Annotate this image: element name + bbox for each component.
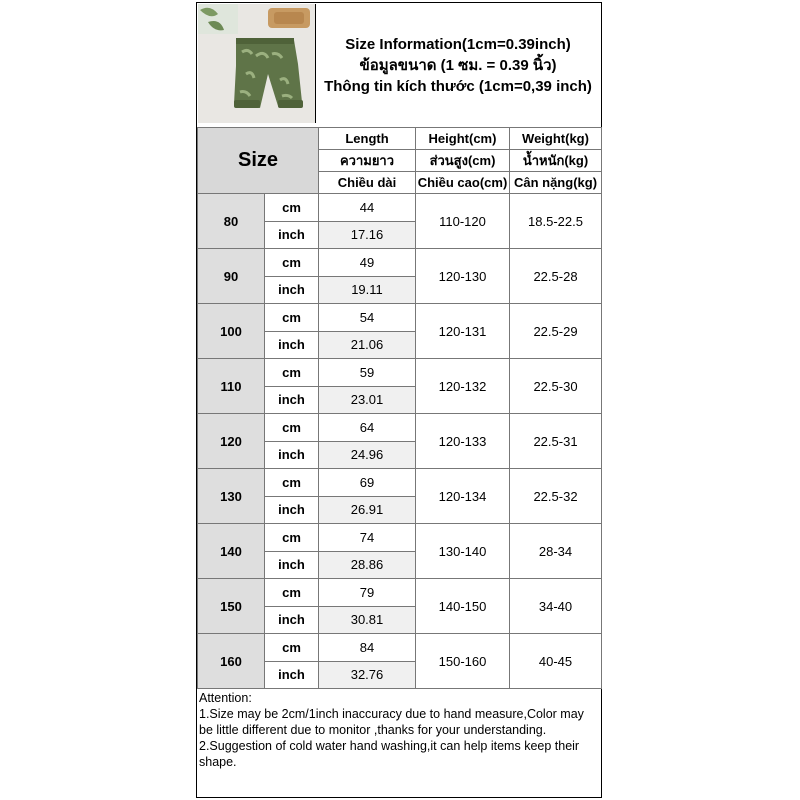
unit-inch: inch bbox=[265, 386, 319, 414]
title-english: Size Information(1cm=0.39inch) bbox=[345, 35, 571, 53]
length-cm: 54 bbox=[319, 304, 416, 332]
note-washing: 2.Suggestion of cold water hand washing,it can help items keep their shape. bbox=[199, 739, 580, 769]
weight-range: 22.5-29 bbox=[510, 304, 602, 359]
length-header-vi: Chiều dài bbox=[319, 172, 416, 194]
table-row bbox=[198, 579, 602, 607]
unit-cm: cm bbox=[265, 359, 319, 387]
product-photo bbox=[198, 4, 316, 123]
size-cell: 90 bbox=[198, 249, 265, 304]
length-header-en: Length bbox=[319, 128, 416, 150]
unit-cm: cm bbox=[265, 579, 319, 607]
title-block bbox=[315, 3, 601, 127]
height-header-th: ส่วนสูง(cm) bbox=[416, 150, 510, 172]
table-row bbox=[198, 469, 602, 497]
length-inch: 23.01 bbox=[319, 386, 416, 414]
unit-cm: cm bbox=[265, 194, 319, 222]
weight-range: 40-45 bbox=[510, 634, 602, 689]
weight-range: 22.5-32 bbox=[510, 469, 602, 524]
height-range: 140-150 bbox=[416, 579, 510, 634]
length-header-th: ความยาว bbox=[319, 150, 416, 172]
length-inch: 26.91 bbox=[319, 496, 416, 524]
length-inch: 19.11 bbox=[319, 276, 416, 304]
length-inch: 21.06 bbox=[319, 331, 416, 359]
note-measure: 1.Size may be 2cm/1inch inaccuracy due to hand measure,Color may be little different due to monitor ,thanks for your understanding. bbox=[199, 707, 584, 737]
length-inch: 24.96 bbox=[319, 441, 416, 469]
unit-inch: inch bbox=[265, 606, 319, 634]
length-cm: 84 bbox=[319, 634, 416, 662]
unit-inch: inch bbox=[265, 551, 319, 579]
height-range: 120-134 bbox=[416, 469, 510, 524]
size-cell: 150 bbox=[198, 579, 265, 634]
table-row bbox=[198, 634, 602, 662]
unit-inch: inch bbox=[265, 331, 319, 359]
unit-inch: inch bbox=[265, 496, 319, 524]
size-chart bbox=[196, 2, 602, 798]
weight-header-vi: Cân nặng(kg) bbox=[510, 172, 602, 194]
weight-header-th: น้ำหนัก(kg) bbox=[510, 150, 602, 172]
length-cm: 79 bbox=[319, 579, 416, 607]
length-inch: 17.16 bbox=[319, 221, 416, 249]
table-row bbox=[198, 359, 602, 387]
height-range: 110-120 bbox=[416, 194, 510, 249]
table-row bbox=[198, 194, 602, 222]
size-cell: 140 bbox=[198, 524, 265, 579]
length-cm: 69 bbox=[319, 469, 416, 497]
size-cell: 110 bbox=[198, 359, 265, 414]
size-cell: 160 bbox=[198, 634, 265, 689]
size-cell: 130 bbox=[198, 469, 265, 524]
chart-header bbox=[197, 3, 601, 128]
length-cm: 74 bbox=[319, 524, 416, 552]
table-row bbox=[198, 414, 602, 442]
size-table bbox=[197, 127, 602, 689]
unit-cm: cm bbox=[265, 304, 319, 332]
height-range: 120-133 bbox=[416, 414, 510, 469]
height-range: 120-132 bbox=[416, 359, 510, 414]
height-range: 150-160 bbox=[416, 634, 510, 689]
pants-photo-image bbox=[198, 4, 315, 123]
unit-inch: inch bbox=[265, 661, 319, 689]
unit-inch: inch bbox=[265, 221, 319, 249]
title-thai: ข้อมูลขนาด (1 ซม. = 0.39 นิ้ว) bbox=[359, 56, 557, 74]
weight-range: 22.5-30 bbox=[510, 359, 602, 414]
weight-range: 34-40 bbox=[510, 579, 602, 634]
table-row bbox=[198, 249, 602, 277]
unit-inch: inch bbox=[265, 276, 319, 304]
height-range: 130-140 bbox=[416, 524, 510, 579]
unit-cm: cm bbox=[265, 524, 319, 552]
weight-header-en: Weight(kg) bbox=[510, 128, 602, 150]
unit-cm: cm bbox=[265, 469, 319, 497]
size-header: Size bbox=[198, 128, 319, 194]
weight-range: 22.5-28 bbox=[510, 249, 602, 304]
unit-cm: cm bbox=[265, 249, 319, 277]
weight-range: 28-34 bbox=[510, 524, 602, 579]
size-cell: 120 bbox=[198, 414, 265, 469]
height-header-vi: Chiều cao(cm) bbox=[416, 172, 510, 194]
attention-notes bbox=[197, 689, 601, 797]
title-vietnamese: Thông tin kích thước (1cm=0,39 inch) bbox=[324, 77, 592, 95]
length-cm: 44 bbox=[319, 194, 416, 222]
length-cm: 59 bbox=[319, 359, 416, 387]
table-row bbox=[198, 304, 602, 332]
unit-cm: cm bbox=[265, 634, 319, 662]
attention-heading: Attention: bbox=[199, 691, 252, 705]
table-row bbox=[198, 524, 602, 552]
height-range: 120-130 bbox=[416, 249, 510, 304]
height-header-en: Height(cm) bbox=[416, 128, 510, 150]
size-cell: 80 bbox=[198, 194, 265, 249]
weight-range: 18.5-22.5 bbox=[510, 194, 602, 249]
unit-cm: cm bbox=[265, 414, 319, 442]
header-row bbox=[198, 128, 602, 150]
length-cm: 64 bbox=[319, 414, 416, 442]
height-range: 120-131 bbox=[416, 304, 510, 359]
length-inch: 28.86 bbox=[319, 551, 416, 579]
weight-range: 22.5-31 bbox=[510, 414, 602, 469]
length-cm: 49 bbox=[319, 249, 416, 277]
unit-inch: inch bbox=[265, 441, 319, 469]
length-inch: 32.76 bbox=[319, 661, 416, 689]
size-cell: 100 bbox=[198, 304, 265, 359]
length-inch: 30.81 bbox=[319, 606, 416, 634]
